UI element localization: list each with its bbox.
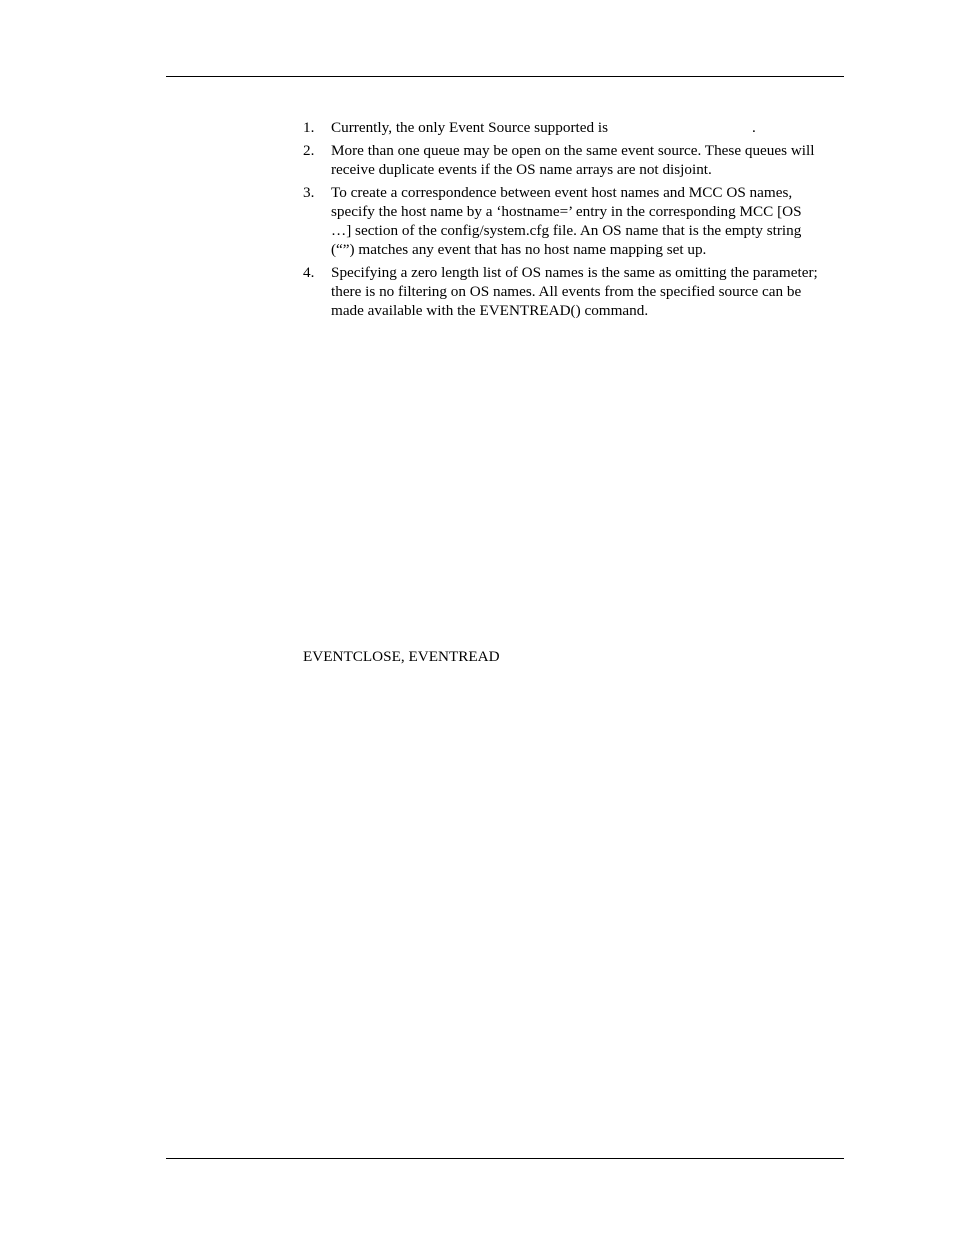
list-item-number: 2. [303, 142, 315, 159]
list-item-text: Specifying a zero length list of OS names is the same as omitting the parameter; there is no filtering on OS names. All events from the specified source can be made available with the EVENTREAD() command. [331, 264, 818, 319]
list-item [303, 183, 823, 259]
footer-rule [166, 1158, 844, 1159]
list-item-text [331, 118, 823, 137]
note-1-end: . [751, 119, 756, 136]
list-item-number: 1. [303, 119, 315, 136]
list-item [303, 118, 823, 137]
list-item [303, 141, 823, 179]
notes-list [303, 118, 823, 324]
list-item-number: 3. [303, 184, 315, 201]
see-also-text: EVENTCLOSE, EVENTREAD [303, 648, 500, 665]
header-rule [166, 76, 844, 77]
list-item-text: More than one queue may be open on the same event source. These queues will receive duplicate events if the OS name arrays are not disjoint. [331, 142, 815, 178]
list-item [303, 263, 823, 320]
list-item-text: To create a correspondence between event host names and MCC OS names, specify the host name by a ‘hostname=’ entry in the corresponding MCC [OS …] section of the config/system.cfg file. An OS name that is the empty string (“”) matches any event that has no host name mapping set up. [331, 184, 802, 258]
list-item-number: 4. [303, 264, 315, 281]
note-1-text: Currently, the only Event Source supported is [331, 119, 608, 136]
